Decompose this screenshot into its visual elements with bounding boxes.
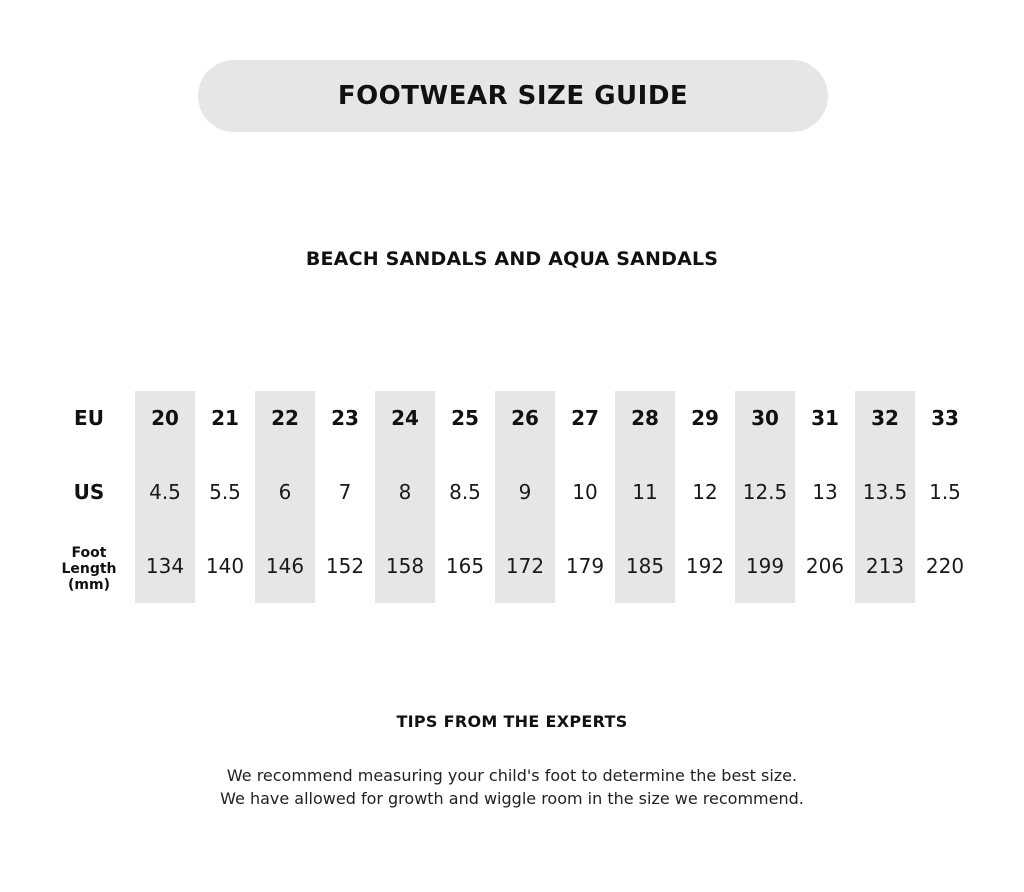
foot-length-cell: 179 xyxy=(565,554,605,578)
eu-size-cell: 24 xyxy=(391,406,419,430)
title-banner xyxy=(198,60,828,132)
foot-length-cell: 140 xyxy=(205,554,245,578)
foot-length-cell: 158 xyxy=(385,554,425,578)
row-label-foot-line: Length xyxy=(61,561,117,577)
foot-length-cell: 192 xyxy=(685,554,725,578)
row-label-us: US xyxy=(73,480,105,504)
eu-size-cell: 29 xyxy=(691,406,719,430)
foot-length-cell: 213 xyxy=(865,554,905,578)
foot-length-cell: 152 xyxy=(325,554,365,578)
foot-length-cell: 146 xyxy=(265,554,305,578)
eu-size-cell: 28 xyxy=(631,406,659,430)
foot-length-cell: 199 xyxy=(745,554,785,578)
eu-size-cell: 27 xyxy=(571,406,599,430)
eu-size-cell: 20 xyxy=(151,406,179,430)
row-label-foot-line: Foot xyxy=(71,545,107,561)
us-size-cell: 7 xyxy=(338,480,352,504)
tips-body xyxy=(0,764,1024,810)
us-size-cell: 11 xyxy=(632,480,658,504)
eu-size-cell: 30 xyxy=(751,406,779,430)
us-size-cell: 13.5 xyxy=(862,480,908,504)
us-size-cell: 12 xyxy=(692,480,718,504)
us-size-cell: 5.5 xyxy=(209,480,241,504)
eu-size-cell: 32 xyxy=(871,406,899,430)
us-size-cell: 8 xyxy=(398,480,412,504)
page-title: FOOTWEAR SIZE GUIDE xyxy=(337,81,689,111)
eu-size-cell: 23 xyxy=(331,406,359,430)
us-size-cell: 4.5 xyxy=(149,480,181,504)
eu-size-cell: 31 xyxy=(811,406,839,430)
foot-length-cell: 206 xyxy=(805,554,845,578)
tips-line: We have allowed for growth and wiggle room in the size we recommend. xyxy=(220,789,804,808)
eu-size-cell: 26 xyxy=(511,406,539,430)
section-heading: BEACH SANDALS AND AQUA SANDALS xyxy=(305,248,719,270)
tips-heading: TIPS FROM THE EXPERTS xyxy=(396,712,628,731)
us-size-cell: 10 xyxy=(572,480,598,504)
eu-size-cell: 21 xyxy=(211,406,239,430)
foot-length-cell: 185 xyxy=(625,554,665,578)
row-label-foot-line: (mm) xyxy=(68,577,110,593)
us-size-cell: 6 xyxy=(278,480,292,504)
us-size-cell: 13 xyxy=(812,480,838,504)
foot-length-cell: 172 xyxy=(505,554,545,578)
size-table xyxy=(0,391,1024,603)
us-size-cell: 9 xyxy=(518,480,532,504)
foot-length-cell: 220 xyxy=(925,554,965,578)
foot-length-cell: 134 xyxy=(145,554,185,578)
tips-line: We recommend measuring your child's foot to determine the best size. xyxy=(226,766,798,785)
eu-size-cell: 25 xyxy=(451,406,479,430)
us-size-cell: 8.5 xyxy=(449,480,481,504)
foot-length-cell: 165 xyxy=(445,554,485,578)
eu-size-cell: 22 xyxy=(271,406,299,430)
row-label-eu: EU xyxy=(74,406,104,430)
row-label-foot-length xyxy=(56,545,122,593)
us-size-cell: 12.5 xyxy=(742,480,788,504)
eu-size-cell: 33 xyxy=(931,406,959,430)
us-size-cell: 1.5 xyxy=(929,480,961,504)
